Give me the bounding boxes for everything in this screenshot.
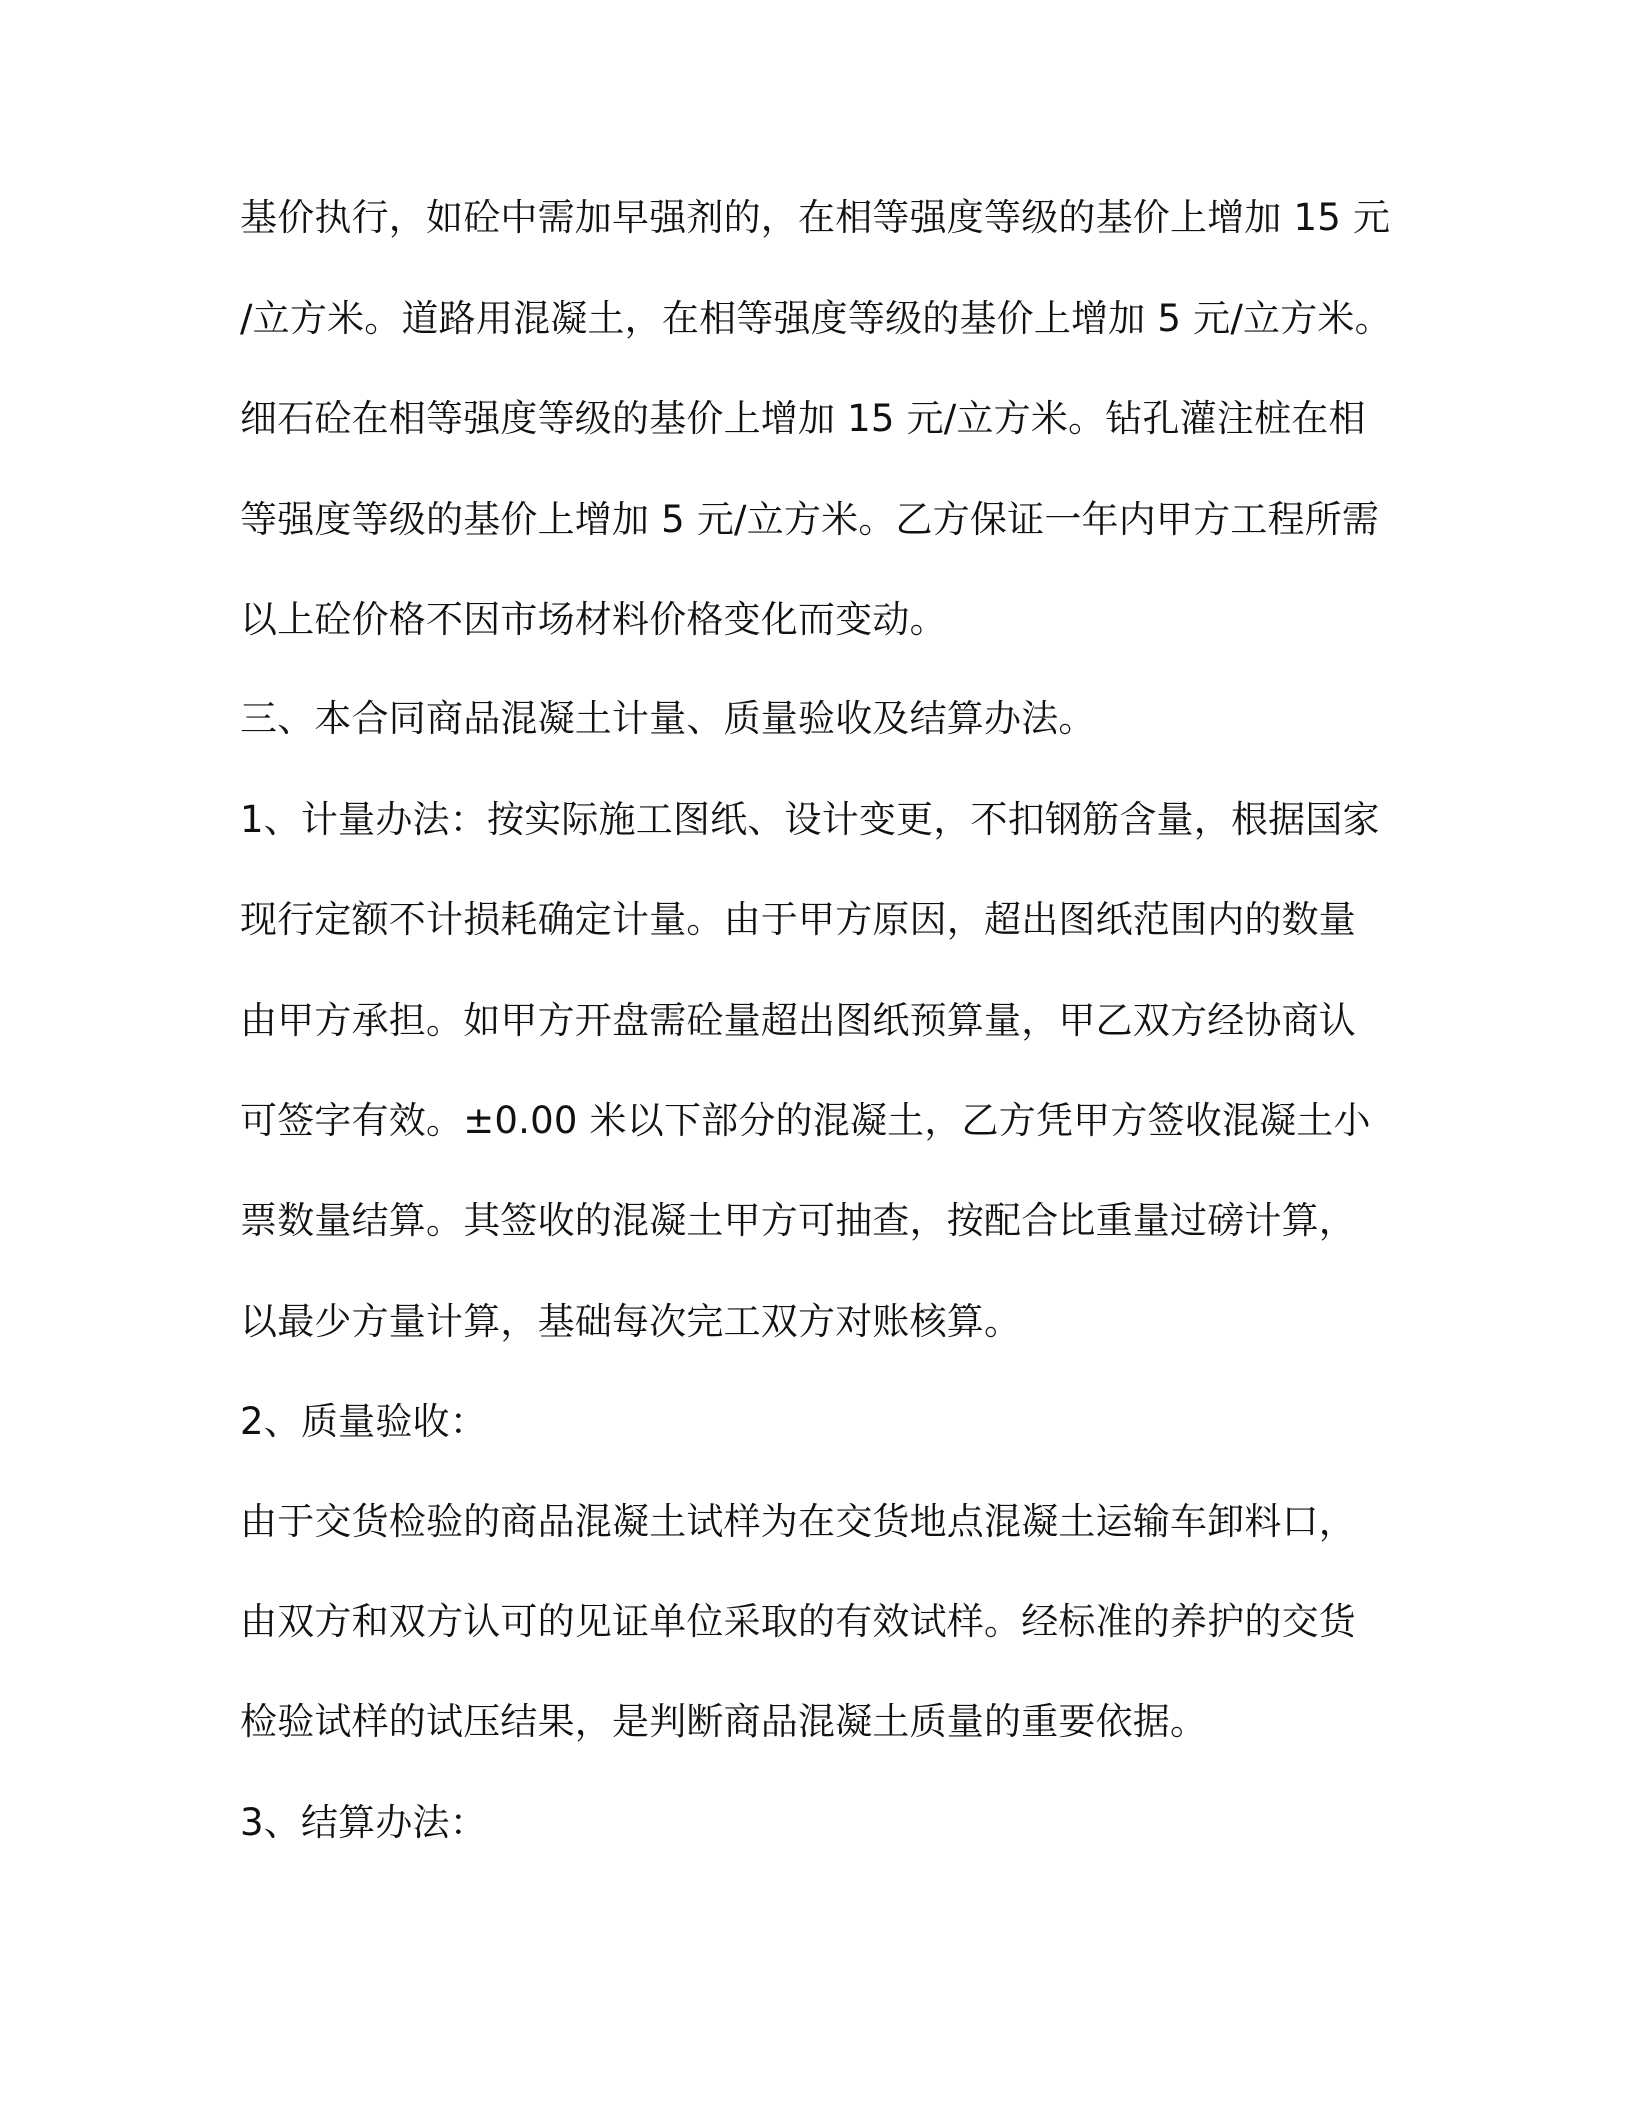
text-line: 基价执行，如砼中需加早强剂的，在相等强度等级的基价上增加 15 元 bbox=[240, 196, 1391, 239]
text-line: 以最少方量计算，基础每次完工双方对账核算。 bbox=[240, 1300, 1022, 1343]
text-line: 检验试样的试压结果，是判断商品混凝土质量的重要依据。 bbox=[240, 1700, 1208, 1743]
text-line: 由双方和双方认可的见证单位采取的有效试样。经标准的养护的交货 bbox=[240, 1600, 1356, 1643]
text-line: 可签字有效。±0.00 米以下部分的混凝土，乙方凭甲方签收混凝土小 bbox=[240, 1099, 1371, 1142]
text-line: 等强度等级的基价上增加 5 元/立方米。乙方保证一年内甲方工程所需 bbox=[240, 498, 1380, 541]
section-heading: 三、本合同商品混凝土计量、质量验收及结算办法。 bbox=[240, 697, 1096, 740]
text-line: /立方米。道路用混凝土，在相等强度等级的基价上增加 5 元/立方米。 bbox=[240, 297, 1392, 340]
text-line: 票数量结算。其签收的混凝土甲方可抽查，按配合比重量过磅计算， bbox=[240, 1199, 1356, 1242]
text-line: 1、计量办法：按实际施工图纸、设计变更，不扣钢筋含量，根据国家 bbox=[240, 798, 1380, 841]
text-line: 由甲方承担。如甲方开盘需砼量超出图纸预算量，甲乙双方经协商认 bbox=[240, 999, 1356, 1042]
text-line: 以上砼价格不因市场材料价格变化而变动。 bbox=[240, 598, 947, 641]
text-line: 现行定额不计损耗确定计量。由于甲方原因，超出图纸范围内的数量 bbox=[240, 898, 1356, 941]
text-line: 细石砼在相等强度等级的基价上增加 15 元/立方米。钻孔灌注桩在相 bbox=[240, 397, 1366, 440]
text-line: 由于交货检验的商品混凝土试样为在交货地点混凝土运输车卸料口， bbox=[240, 1500, 1356, 1543]
subsection-heading: 3、结算办法： bbox=[240, 1801, 487, 1844]
subsection-heading: 2、质量验收： bbox=[240, 1400, 487, 1443]
